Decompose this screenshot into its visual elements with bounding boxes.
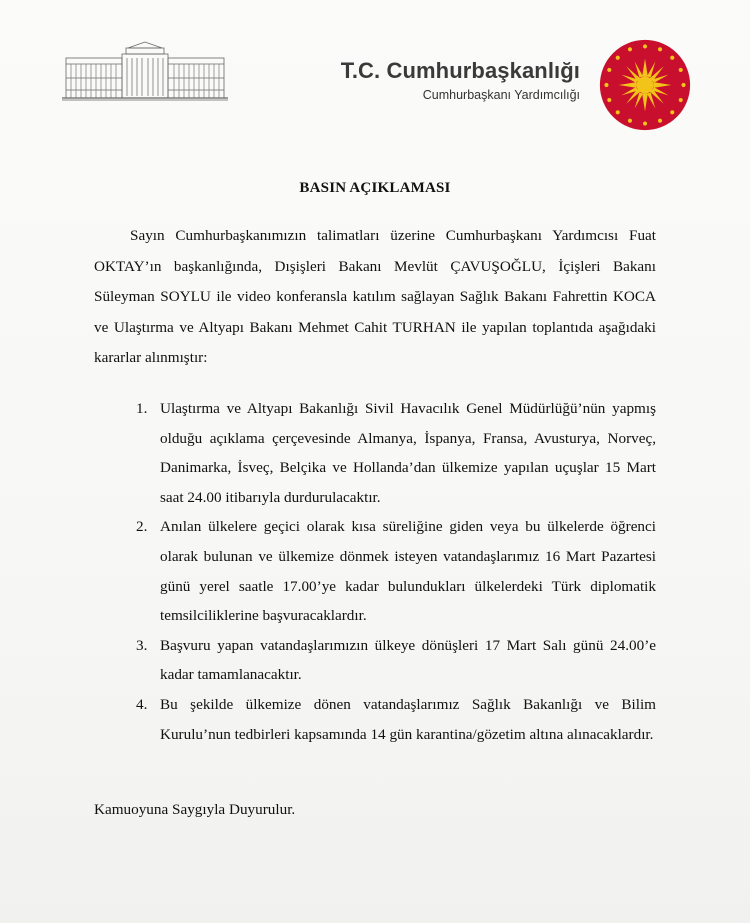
document-title: BASIN AÇIKLAMASI [299,180,451,196]
list-item-number: 4. [136,695,148,713]
list-item [136,394,656,512]
list-item-text: Başvuru yapan vatandaşlarımızın ülkeye dönüşleri 17 Mart Salı günü 24.00’e kadar tamamlanacaktır. [160,636,656,684]
presidential-seal-icon [598,38,692,132]
list-item [136,690,656,749]
list-item-text: Ulaştırma ve Altyapı Bakanlığı Sivil Havacılık Genel Müdürlüğü’nün yapmış olduğu açıklama çerçevesinde Almanya, İspanya, Fransa, Avusturya, Norveç, Danimarka, İsveç, Belçika ve Hollanda’dan ülkemize yapılan uçuşlar 15 Mart saat 24.00 itibarıyla durdurulacaktır. [160,400,656,506]
list-item-text: Anılan ülkelere geçici olarak kısa süreliğine giden veya bu ülkelerde öğrenci olarak bulunan ve ülkemize dönmek isteyen vatandaşlarımız 16 Mart Pazartesi günü yerel saatle 17.00’ye kadar bulundukları ülkelerdeki Türk diplomatik temsilciliklerine başvuracaklardır. [160,518,656,625]
org-title: T.C. Cumhurbaşkanlığı [340,58,580,83]
org-subtitle: Cumhurbaşkanı Yardımcılığı [422,88,580,102]
organization-brand [330,58,580,102]
presidential-palace-icon [60,40,230,102]
list-item-number: 1. [136,400,148,417]
list-item-number: 3. [136,636,148,654]
list-item-number: 2. [136,518,148,536]
intro-paragraph: Sayın Cumhurbaşkanımızın talimatları üzerine Cumhurbaşkanı Yardımcısı Fuat OKTAY’ın başkanlığında, Dışişleri Bakanı Mevlüt ÇAVUŞOĞLU, İçişleri Bakanı Süleyman SOYLU ile video konferansla katılım sağlayan Sağlık Bakanı Fahrettin KOCA ve Ulaştırma ve Altyapı Bakanı Mehmet Cahit TURHAN ile yapılan toplantıda aşağıdaki kararlar alınmıştır: [94,227,656,366]
list-item [136,631,656,690]
closing-line: Kamuoyuna Saygıyla Duyurulur. [94,801,296,818]
decision-list [136,394,656,749]
list-item [136,512,656,630]
list-item-text: Bu şekilde ülkemize dönen vatandaşlarımız Sağlık Bakanlığı ve Bilim Kurulu’nun tedbirleri kapsamında 14 gün karantina/gözetim altına alınacaklardır. [160,695,656,743]
